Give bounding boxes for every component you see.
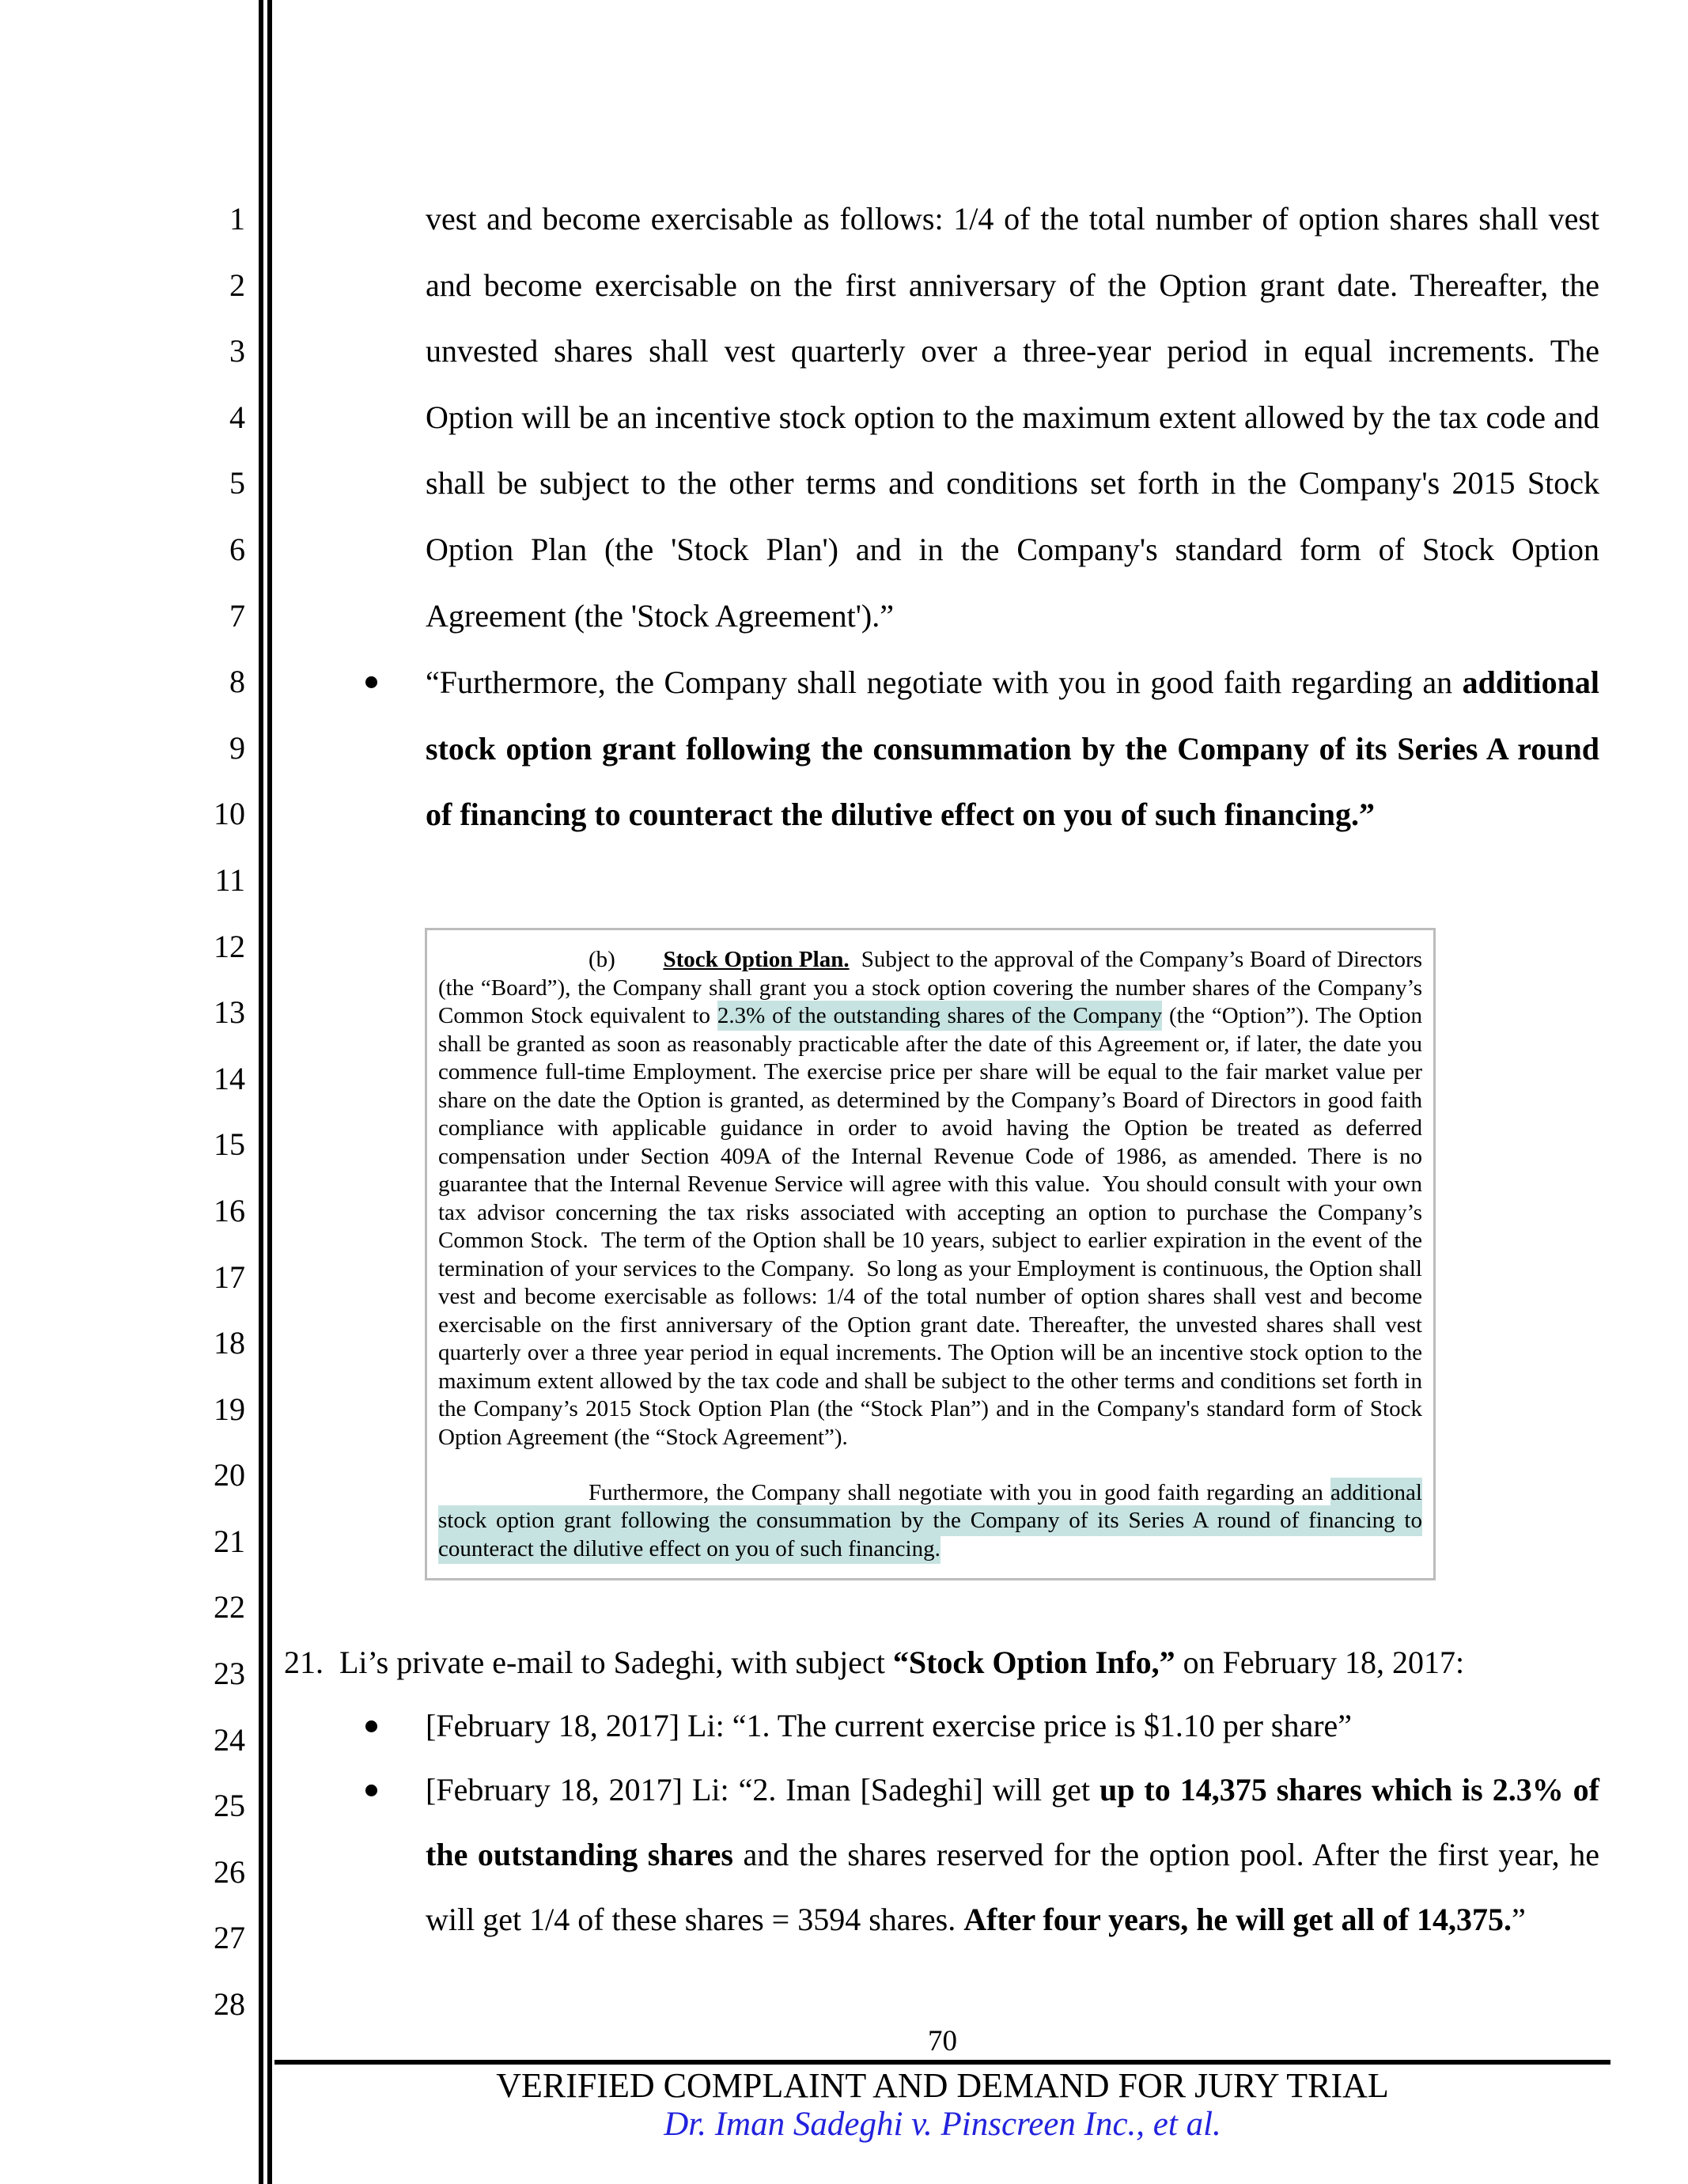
footer-rule	[274, 2060, 1610, 2065]
page-number: 70	[928, 2025, 957, 2057]
text-segment: up to 14,375 shares which is 2.3% of the outstanding shares	[426, 1772, 1599, 1872]
line-number: 6	[229, 531, 245, 567]
line-number: 1	[229, 201, 245, 237]
line-number: 19	[214, 1391, 245, 1427]
text-segment: (the “Option”). The Option shall be granted as soon as reasonably practicable after the date of this Agreement or, if later, the date you commence full-time Employment. The exercise price per share will be equal to the fair market value per share on the date the Option is granted, as determined by the Company’s Board of Directors in good faith compliance with applicable guidance in order to avoid having the Option be treated as deferred compensation under Section 409A of the Internal Revenue Code of 1986, as amended. There is no guarantee that the Internal Revenue Service will agree with this value. You should consult with your own tax advisor concerning the tax risks associated with accepting an option to purchase the Company’s Common Stock. The term of the Option shall be 10 years, subject to earlier expiration in the event of the termination of your services to the Company. So long as your Employment is continuous, the Option shall vest and become exercisable as follows: 1/4 of the total number of option shares shall vest and become exercisable on the first anniversary of the Option grant date. Thereafter, the unvested shares shall vest quarterly over a three year period in equal increments. The Option will be an incentive stock option to the maximum extent allowed by the tax code and shall be subject to the other terms and conditions set forth in the Company’s 2015 Stock Option Plan (the “Stock Plan”) and in the Company's standard form of Stock Option Agreement (the “Stock Agreement”).	[438, 1003, 1422, 1450]
paragraph-vesting-continuation: vest and become exercisable as follows: 1/4 of the total number of option shares shall vest and become exercisable on the first anniversary of the Option grant date. Thereafter, the unvested shares shall vest quarterly over a three-year period in equal increments. The Option will be an incentive stock option to the maximum extent allowed by the tax code and shall be subject to the other terms and conditions set forth in the Company's 2015 Stock Option Plan (the 'Stock Plan') and in the Company's standard form of Stock Option Agreement (the 'Stock Agreement').”	[426, 201, 1599, 634]
line-number: 23	[214, 1656, 245, 1692]
line-number: 13	[214, 994, 245, 1031]
text-segment: Li’s private e-mail to Sadeghi, with subject	[339, 1645, 893, 1680]
footer-title: VERIFIED COMPLAINT AND DEMAND FOR JURY TRIAL	[496, 2066, 1389, 2105]
item-21-heading	[284, 1629, 1599, 1696]
text-segment: 21.	[284, 1645, 339, 1680]
line-number: 8	[229, 664, 245, 700]
quote-paragraph-furthermore	[438, 1479, 1422, 1564]
text-segment: Furthermore, the Company shall negotiate with you in good faith regarding an	[589, 1480, 1331, 1505]
bullet-exercise-price	[426, 1693, 1599, 1759]
line-number: 9	[229, 729, 245, 766]
line-number: 18	[214, 1325, 245, 1361]
line-number: 5	[229, 465, 245, 502]
pleading-double-rule-outer	[259, 0, 263, 2184]
text-segment: [February 18, 2017] Li: “1. The current exercise price is $1.10 per share”	[426, 1708, 1353, 1743]
line-number: 20	[214, 1457, 245, 1493]
line-number: 2	[229, 267, 245, 303]
line-number: 25	[214, 1788, 245, 1824]
text-segment: (b)	[589, 947, 664, 972]
line-number: 26	[214, 1853, 245, 1890]
line-number: 4	[229, 399, 245, 435]
text-segment: “Stock Option Info,”	[892, 1645, 1175, 1680]
bullet-icon	[365, 676, 377, 688]
line-number: 11	[214, 861, 245, 898]
text-segment: additional stock option grant following the consummation by the Company of its Series A round of financing to counteract the dilutive effect on you of such financing.	[438, 1478, 1422, 1564]
text-segment: Subject to the approval of the Company’s Board of Directors (the “Board”), the Company shall grant you a stock option covering the number shares of the Company’s Common Stock equivalent to	[438, 947, 1422, 1028]
line-number: 27	[214, 1920, 245, 1956]
line-number: 14	[214, 1060, 245, 1096]
line-number: 24	[214, 1721, 245, 1758]
text-segment: and the shares reserved for the option pool. After the first year, he will get 1/4 of these shares = 3594 shares.	[426, 1837, 1599, 1937]
quote-paragraph-stock-option-plan	[438, 946, 1422, 1452]
pleading-double-rule-inner	[267, 0, 272, 2184]
line-number: 17	[214, 1259, 245, 1295]
bullet-furthermore-quote	[426, 649, 1599, 848]
bullet-icon	[365, 1785, 377, 1796]
text-segment: After four years, he will get all of 14,375.	[963, 1902, 1512, 1937]
text-segment: 2.3% of the outstanding shares of the Company	[717, 1001, 1162, 1031]
text-segment: Stock Option Plan.	[663, 947, 850, 972]
text-segment: “Furthermore, the Company shall negotiate with you in good faith regarding an	[426, 664, 1463, 700]
text-segment: ”	[1512, 1902, 1526, 1937]
exhibit-quote-box	[425, 928, 1436, 1580]
line-number: 15	[214, 1126, 245, 1163]
text-segment: [February 18, 2017] Li: “2. Iman [Sadeghi] will get	[426, 1772, 1099, 1807]
line-number: 12	[214, 928, 245, 964]
text-segment: on February 18, 2017:	[1175, 1645, 1465, 1680]
line-number: 28	[214, 1986, 245, 2023]
line-number: 10	[214, 796, 245, 832]
line-number: 16	[214, 1192, 245, 1228]
bullet-shares-amount	[426, 1758, 1599, 1952]
line-number: 7	[229, 597, 245, 634]
page-footer	[274, 2027, 1610, 2144]
bullet-icon	[365, 1720, 377, 1732]
line-number: 3	[229, 333, 245, 369]
line-number: 21	[214, 1523, 245, 1559]
text-segment: .”	[1350, 797, 1375, 833]
line-number-column	[0, 186, 245, 2038]
footer-case-caption: Dr. Iman Sadeghi v. Pinscreen Inc., et al.	[664, 2106, 1221, 2143]
line-number: 22	[214, 1589, 245, 1626]
text-segment: additional stock option grant following the consummation by the Company of its Series A round of financing to counteract the dilutive effect on you of such financing	[426, 664, 1599, 833]
